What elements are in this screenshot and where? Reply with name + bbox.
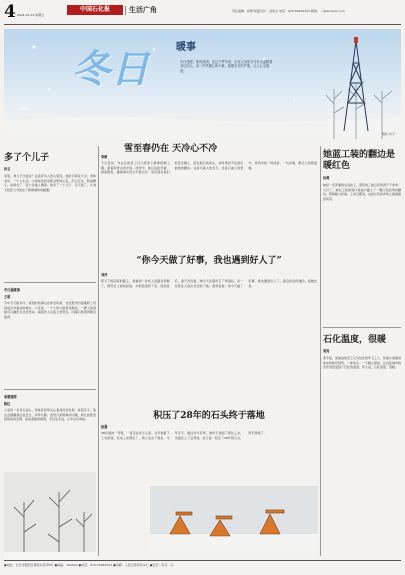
editor-info: 责任编辑：杨柳 版面设计：闫同文 电话：010-59963254 邮箱：…@sinopec.com (232, 9, 345, 13)
article-author: 孙玉 (4, 167, 11, 171)
article-body: 寒冬里，加油站的员工们为过往的环卫工人、快递小哥提供热水和休息场所。一杯热水、一个暖心驿站，让这些城市的守护者感受到了石化的温度。有人说，石化温度，很暖。 (323, 356, 401, 370)
divider (323, 327, 401, 328)
main-headline: 雪至春仍在 天冷心不冷 (124, 144, 218, 154)
column-divider (320, 146, 321, 556)
article-title: 多了个儿子 (4, 153, 50, 163)
page-number: 4 (4, 2, 16, 22)
article-body: 家里，我儿子比我亲？这是许多人的心里话。他的邻居张大爷，退休多年，一个人生活。小刘每次回家都会帮他买菜，打扫卫生，陪他聊天。时间长了，张大爷逢人便说：我多了一个儿子。冬天到了，小刘又给张大爷送去了新棉被和电暖器。 (4, 174, 96, 192)
mid-bottom-article (101, 424, 317, 484)
feature-banner (4, 29, 401, 139)
article-title: 家暖情浓 (4, 395, 17, 399)
article-title: 她蓝工装的翻边是暖红色 (323, 150, 396, 171)
article-author: 刘洋 (101, 273, 108, 277)
article-author: 周亮 (323, 349, 330, 353)
article-body: 父亲是一名老石油人，退休后依然关心着油田的发展。每到冬天，他总会提醒我注意安全，多穿衣服。虽然只是简单的叮嘱，却让我感受到浓浓的亲情。家是温暖的港湾，无论走多远，心中总有牵挂。 (4, 408, 96, 422)
article-author: 王明 (4, 295, 11, 299)
right-column (323, 146, 401, 556)
article-author: 李敏 (101, 155, 108, 159)
column-divider (98, 146, 99, 556)
article-author: 赵强 (101, 425, 108, 429)
mid-headline-2: 积压了28年的石头终于落地 (153, 411, 265, 421)
mid-quote-headline: “你今天做了好事，我也遇到好人了” (136, 256, 282, 266)
article-body: 她是一名普通的女巡检工，蓝色的工装总是洗得干干净净。天冷了，她在工装的领口和袖口缝上了一圈红色的绒布翻边，既保暖又好看。工友们都说，这抹红色是井场上最温暖的风景。 (323, 183, 401, 201)
oil-tower-illustration (304, 33, 400, 133)
article-title: 石化温度，很暖 (323, 335, 387, 345)
banner-intro: 冬日漫漫，寒风凛冽。在这个季节里，石化人用坚守与付出温暖着身边的人，用一件件暖心的小事，驱散冬日的严寒，让人心生暖意。 (180, 60, 273, 73)
snow-tree-photo (4, 472, 96, 567)
banner-subtitle: 暖事 (176, 42, 196, 53)
article-body: 天还没亮，作业区的员工们已经穿上厚厚的棉工服，踏着积雪走向井场。风雪中，他们巡检设备、排查隐患，确保油井安全平稳运行。雪花落在他们的安全帽上，落在他们的肩头，却丝毫挡不住他们前进的脚步。这是石油人的冬天，也是石油人的坚守。寒风中的一杯热茶、一句问候，都让人倍感温暖。 (101, 161, 317, 175)
divider (4, 389, 96, 390)
page-footer: ●地址：北京市朝阳区惠新东街甲6号 ●邮编：100029 ●电话：010-59963254 ●印刷：人民日报印务中心 ●定价：每月…元 (4, 560, 401, 567)
banner-big-title: 冬日 (72, 46, 151, 91)
issue-date: 2021.12.24 星期五 (17, 13, 45, 17)
article-body: 那天下班回家的路上，我看到一位老人在路边摔倒了，便急忙上前扶起他，并把他送回了家。回到家后，妻子告诉我，她今天在超市忘了拿钱包，是一位陌生人追出来还给了她。我笑着说：你今天做了好事，我也遇到好人了。善良是会传递的，温暖也是。 (101, 279, 317, 288)
article-body: 28年前的一笔账，一直压在老王心里。当年他借了工友的钱，后来工友调走了，两人失去了联系。今年冬天，通过多方打听，他终于找到了那位工友，当面还上了这笔钱。老王说：积压了28年的石头，终于落地了。 (101, 431, 267, 440)
article-author: 孙燕 (323, 176, 330, 180)
section-name: 生活广角 (129, 6, 157, 14)
oil-field-photo (150, 486, 318, 556)
header-separator (125, 6, 126, 15)
left-column (4, 146, 96, 556)
article-body: 今年冬天格外冷。班组的同事们在休息时间，自发组织为困难职工家庭送去米面油和棉衣。大家说，一个人的力量是有限的，一群人的温暖可以融化冬日的坚冰。看到老人们脸上的笑容，同事们觉得再累也值得。 (4, 301, 96, 319)
mid-top-article (101, 154, 317, 250)
photo-credit: 摄影 杨平 (382, 132, 395, 136)
article-title: 冬日温暖事 (4, 288, 20, 292)
article-author: 陈红 (4, 402, 11, 406)
page-header (4, 2, 401, 25)
newspaper-name: 中国石化报 (67, 5, 123, 15)
divider (4, 282, 96, 283)
mid-middle-article (101, 272, 317, 402)
